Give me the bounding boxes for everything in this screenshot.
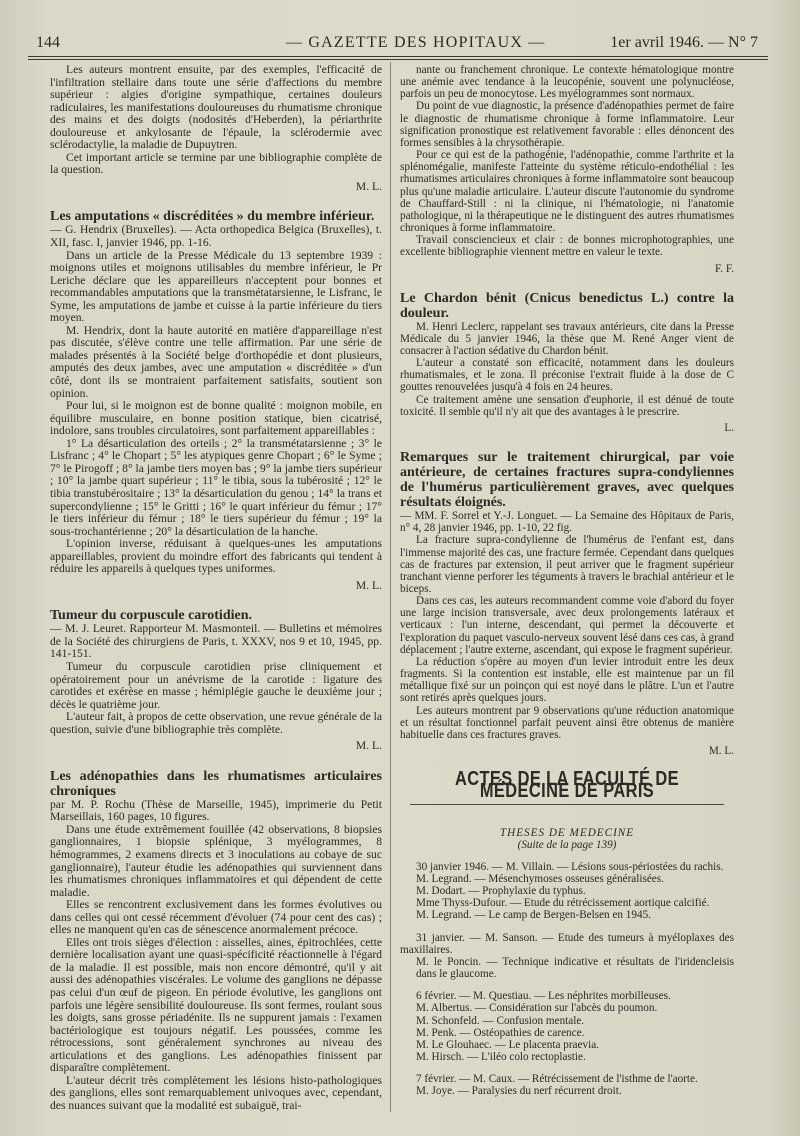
article-signature: L. bbox=[724, 421, 734, 434]
theses-line: Mme Thyss-Dufour. — Etude du rétrécissement aortique calcifié. bbox=[416, 897, 710, 910]
article-signature: F. F. bbox=[714, 262, 734, 275]
article-paragraph: Pour ce qui est de la pathogénie, l'adénopathie, comme l'arthrite et la splénomégalie, manifeste l'atteinte du système réticulo-endothélial : les rhumatismes articulaires chroniques à forme inflammatoire sont beaucoup plus qu'une maladie articulaire. L'auteur discute l'autonomie du syndrome de Chauffard-Still : ni la clinique, ni l'hématologie, ni l'anatomie pathologique, ni la thérapeutique ne le distinguent des autres rhumatismes chroniques à forme inflammatoire. bbox=[400, 149, 734, 235]
article-paragraph: L'auteur fait, à propos de cette observation, une revue générale de la question, suivie d'une bibliographie très complète. bbox=[50, 710, 382, 736]
article-paragraph: Dans ces cas, les auteurs recommandent comme voie d'abord du foyer une large incision transversale, avec deux prolongements latéraux et verticaux : l'un interne, descendant, qui permet la découverte et l'exploration du paquet vasculo-nerveux souvent lésé dans ces cas, à grand déplacement ; l'autre externe, ascendant, qui expose le fragment supérieur. bbox=[400, 595, 734, 656]
article-title: Les adénopathies dans les rhumatismes articulaires chroniques bbox=[50, 768, 382, 799]
article-continuation bbox=[400, 64, 734, 275]
article-paragraph: 1° La désarticulation des orteils ; 2° la transmétatarsienne ; 3° le Lisfranc ; 4° le Chopart ; 5° les atypiques genre Chopart ; 6° le Syme ; 7° le Pirogoff ; 8° la jambe tiers moyen bas ; 9° la jambe tiers supérieur ; 10° la jambe quart supérieur ; 11° le tibia, sous la tubérosité ; 12° le tibia transtubérositaire ; 13° la désarticulation du genou ; 14° la trans et supercondylienne ; 15° le Gritti ; 16° le quart inférieur du fémur ; 17° le tiers inférieur du fémur ; 18° le tiers supérieur du fémur ; 19° la sous-trochantérienne ; 20° la désarticulation de la hanche. bbox=[50, 436, 382, 538]
faculty-heading: ACTES DE LA FACULTÉ DE MÉDECINE DE PARIS bbox=[454, 768, 680, 803]
article-paragraph: Dans un article de la Presse Médicale du 13 septembre 1939 : moignons utiles et moignons utilisables du membre inférieur, le Pr Leriche déclare que les appareilleurs n'acceptent pour bonnes et recommandables amputations que la transmétatarsienne, le Lisfranc, le Syme, les amputations de jambe et cuisse à la partie inférieure du tiers moyen. bbox=[50, 248, 382, 325]
theses-line: M. Joye. — Paralysies du nerf récurrent droit. bbox=[416, 1085, 622, 1098]
theses-suite-note: (Suite de la page 139) bbox=[517, 838, 617, 851]
journal-title: — GAZETTE DES HOPITAUX — bbox=[286, 34, 546, 51]
theses-line: M. Legrand. — Le camp de Bergen-Belsen en 1945. bbox=[416, 909, 651, 922]
header-rule-thin bbox=[28, 59, 768, 60]
article-title: Le Chardon bénit (Cnicus benedictus L.) contre la douleur. bbox=[400, 290, 734, 321]
theses-line: M. Legrand. — Mésenchymoses osseuses généralisées. bbox=[416, 872, 664, 885]
right-articles bbox=[400, 64, 734, 757]
theses-entry bbox=[400, 1073, 734, 1097]
theses-entry bbox=[400, 932, 734, 981]
article-reference: — G. Hendrix (Bruxelles). — Acta orthopedica Belgica (Bruxelles), t. XII, fasc. I, janvier 1946, pp. 1-16. bbox=[50, 223, 382, 250]
article-paragraph: Cet important article se termine par une bibliographie complète de la question. bbox=[50, 150, 382, 177]
page-header bbox=[28, 32, 766, 54]
article-paragraph: nante ou franchement chronique. Le contexte hématologique montre une anémie avec tendance à la leucopénie, souvent une polynucléose, parfois un peu de monocytose. Les myélogrammes sont normaux. bbox=[400, 64, 734, 101]
article-paragraph: Pour lui, si le moignon est de bonne qualité : moignon mobile, en équilibre musculaire, en bonne position statique, bien cicatrisé, indolore, sans troubles circulatoires, sont parfaitement appareillables : bbox=[50, 399, 382, 438]
article-paragraph: Les auteurs montrent ensuite, par des exemples, l'efficacité de l'infiltration stellaire dans toute une série d'affections du membre supérieur : algies d'origine sympathique, certaines douleurs radiculaires, les manifestations douloureuses du rhumatisme chronique des mains et des doigts (nodosités d'Heberden), la périarthrite douloureuse et ankylosante de l'épaule, la sclérodermie avec sclérodactylie, la maladie de Dupuytren. bbox=[50, 63, 382, 152]
article-paragraph: Travail consciencieux et clair : de bonnes microphotographies, une excellente bibliographie viennent mettre en valeur le texte. bbox=[400, 234, 734, 259]
article-section bbox=[50, 608, 382, 752]
theses-line: 31 janvier. — M. Sanson. — Etude des tumeurs à myéloplaxes des maxillaires. bbox=[400, 931, 734, 956]
page-number: 144 bbox=[36, 34, 60, 51]
article-paragraph: Dans une étude extrêmement fouillée (42 observations, 8 biopsies ganglionnaires, 1 biopsie splénique, 3 myélogrammes, 8 hémogrammes, 2 examens directs et 3 inoculations au cobaye de suc ganglionnaire), l'auteur étudie les adénopathies qui surviennent dans les rhumatismes chroniques inflammatoires et qui dépendent de cette maladie. bbox=[50, 822, 382, 899]
header-rule bbox=[28, 56, 768, 57]
left-column bbox=[50, 64, 382, 1112]
theses-line: 6 février. — M. Questiau. — Les néphrites morbilleuses. bbox=[416, 990, 671, 1003]
article-continuation bbox=[50, 64, 382, 193]
article-signature: M. L. bbox=[355, 179, 382, 193]
article-section bbox=[400, 291, 734, 434]
article-paragraph: M. Hendrix, dont la haute autorité en matière d'appareillage n'est pas discutée, s'élève contre une telle affirmation. Par une série de malades présentés à la Société belge d'orthopédie et dont plusieurs, amputés des deux jambes, avec une amputation « discréditée » d'un côté, dont ils se montraient parfaitement satisfaits, soutient son opinion. bbox=[50, 323, 382, 400]
theses-line: M. le Poncin. — Technique indicative et résultats de l'iridencleisis dans le glaucome. bbox=[416, 955, 734, 981]
article-reference: par M. P. Rochu (Thèse de Marseille, 1945), imprimerie du Petit Marseillais, 160 pages, 10 figures. bbox=[50, 797, 382, 824]
faculty-rule bbox=[410, 804, 724, 805]
theses-line: M. Dodart. — Prophylaxie du typhus. bbox=[416, 885, 586, 898]
article-paragraph: Elles ont trois sièges d'élection : aisselles, aines, épitrochlées, cette dernière localisation ayant une quasi-spécificité réactionnelle à l'égard de la maladie. Il est possible, mais non encore démontré, qu'il y ait aussi des adénopathies viscérales. Le volume des ganglions ne dépasse pas celui d'un œuf de pigeon. En période évolutive, les ganglions ont parfois une légère sensibilité douloureuse. Ils sont fermes, roulant sous les doigts, sans grosse périadénite. Ils ne suppurent jamais : l'examen bactériologique est toujours négatif. Les poussées, comme les rétrocessions, sont généralement synchrones au niveau des articulations et des ganglions. Les adénopathies finissent par disparaître complètement. bbox=[50, 935, 382, 1075]
article-paragraph: M. Henri Leclerc, rappelant ses travaux antérieurs, cite dans la Presse Médicale du 5 janvier 1946, la thèse que M. René Anger vient de consacrer à l'action sédative du Chardon bénit. bbox=[400, 320, 734, 357]
article-section bbox=[50, 769, 382, 1113]
article-paragraph: L'auteur décrit très complètement les lésions histo-pathologiques des ganglions, elles sont remarquablement univoques avec, cependant, des nuances suivant que la modalité est subaiguë, trai- bbox=[50, 1073, 382, 1112]
article-reference: — M. J. Leuret. Rapporteur M. Masmonteil. — Bulletins et mémoires de la Société des chirurgiens de Paris, t. XXXV, nos 9 et 10, 1945, pp. 141-151. bbox=[50, 622, 382, 661]
theses-line: 30 janvier 1946. — M. Villain. — Lésions sous-périostées du rachis. bbox=[416, 860, 724, 873]
article-paragraph: L'opinion inverse, réduisant à quelques-unes les amputations appareillables, provient du moindre effort des fabricants qui tendent à réduire les appareils à quelques types uniformes. bbox=[50, 537, 382, 576]
theses-list bbox=[400, 861, 734, 1098]
article-paragraph: La fracture supra-condylienne de l'humérus de l'enfant est, dans l'immense majorité des cas, une fracture fermée. Cependant dans quelques cas de fractures par extension, il peut arriver que le fragment supérieur tranchant vienne perforer les téguments à travers le brachial antérieur et le biceps. bbox=[400, 534, 734, 595]
article-paragraph: Du point de vue diagnostic, la présence d'adénopathies permet de faire le diagnostic de rhumatisme chronique à forme inflammatoire. Leur signification pronostique est relativement favorable : elles dénoncent des formes sensibles à la chrysothérapie. bbox=[400, 100, 734, 149]
theses-line: M. Albertus. — Considération sur l'abcès du poumon. bbox=[416, 1002, 658, 1015]
article-paragraph: L'auteur a constaté son efficacité, notamment dans les douleurs rhumatismales, et le zona. Il préconise l'extrait fluide à la dose de C gouttes renouvelées jusqu'à 4 fois en 24 heures. bbox=[400, 357, 734, 394]
article-title: Les amputations « discréditées » du membre inférieur. bbox=[50, 209, 375, 225]
article-paragraph: Les auteurs montrent par 9 observations qu'une réduction anatomique et un résultat fonctionnel parfait peuvent ainsi être obtenus de manière habituelle dans ces fractures graves. bbox=[400, 704, 734, 741]
article-title: Remarques sur le traitement chirurgical, par voie antérieure, de certaines fractures supra-condyliennes de l'humérus particulièrement graves, avec quelques résultats éloignés. bbox=[400, 450, 734, 511]
column-divider bbox=[390, 62, 391, 1112]
theses-line: M. Hirsch. — L'iléo colo rectoplastie. bbox=[416, 1051, 586, 1063]
right-column bbox=[400, 64, 734, 1097]
article-section bbox=[400, 450, 734, 757]
article-paragraph: Elles se rencontrent exclusivement dans les formes évolutives ou dans celles qui ont cessé récemment d'évoluer (74 pour cent des cas) ; elles ne manquent qu'en cas de sénescence anormalement précoce. bbox=[50, 898, 382, 937]
article-title: Tumeur du corpuscule carotidien. bbox=[50, 608, 252, 624]
theses-line: 7 février. — M. Caux. — Rétrécissement de l'isthme de l'aorte. bbox=[416, 1073, 698, 1086]
article-signature: M. L. bbox=[355, 739, 382, 753]
article-paragraph: Tumeur du corpuscule carotidien prise cliniquement et opératoirement pour un anévrisme de la carotide : ligature des carotides et exérèse en masse ; hémiplégie gauche le deuxième jour ; décès le quatrième jour. bbox=[50, 659, 382, 711]
article-signature: M. L. bbox=[708, 745, 734, 758]
theses-line: M. Le Glouhaec. — Le placenta praevia. bbox=[416, 1038, 599, 1051]
theses-line: M. Schonfeld. — Confusion mentale. bbox=[416, 1014, 585, 1027]
article-paragraph: Ce traitement amène une sensation d'euphorie, il est dénué de toute toxicité. Il semble qu'il n'y ait que des avantages à le prescrire. bbox=[400, 393, 734, 418]
theses-line: M. Penk. — Ostéopathies de carence. bbox=[416, 1026, 585, 1039]
theses-entry bbox=[400, 990, 734, 1063]
page-edge-shadow bbox=[770, 0, 800, 1136]
article-section bbox=[50, 209, 382, 592]
theses-heading: THESES DE MEDECINE bbox=[499, 826, 635, 839]
article-reference: — MM. F. Sorrel et Y.-J. Longuet. — La Semaine des Hôpitaux de Paris, n° 4, 28 janvier 1946, pp. 1-10, 22 fig. bbox=[400, 510, 734, 535]
article-paragraph: La réduction s'opère au moyen d'un levier introduit entre les deux fragments. Si la contention est instable, elle est maintenue par un fil métallique fixé sur un poinçon qui est noyé dans le plâtre. L'un et l'autre sont retirés après quelques jours. bbox=[400, 655, 734, 705]
theses-entry bbox=[400, 861, 734, 922]
issue-date: 1er avril 1946. — N° 7 bbox=[610, 34, 758, 51]
article-signature: M. L. bbox=[355, 578, 382, 592]
